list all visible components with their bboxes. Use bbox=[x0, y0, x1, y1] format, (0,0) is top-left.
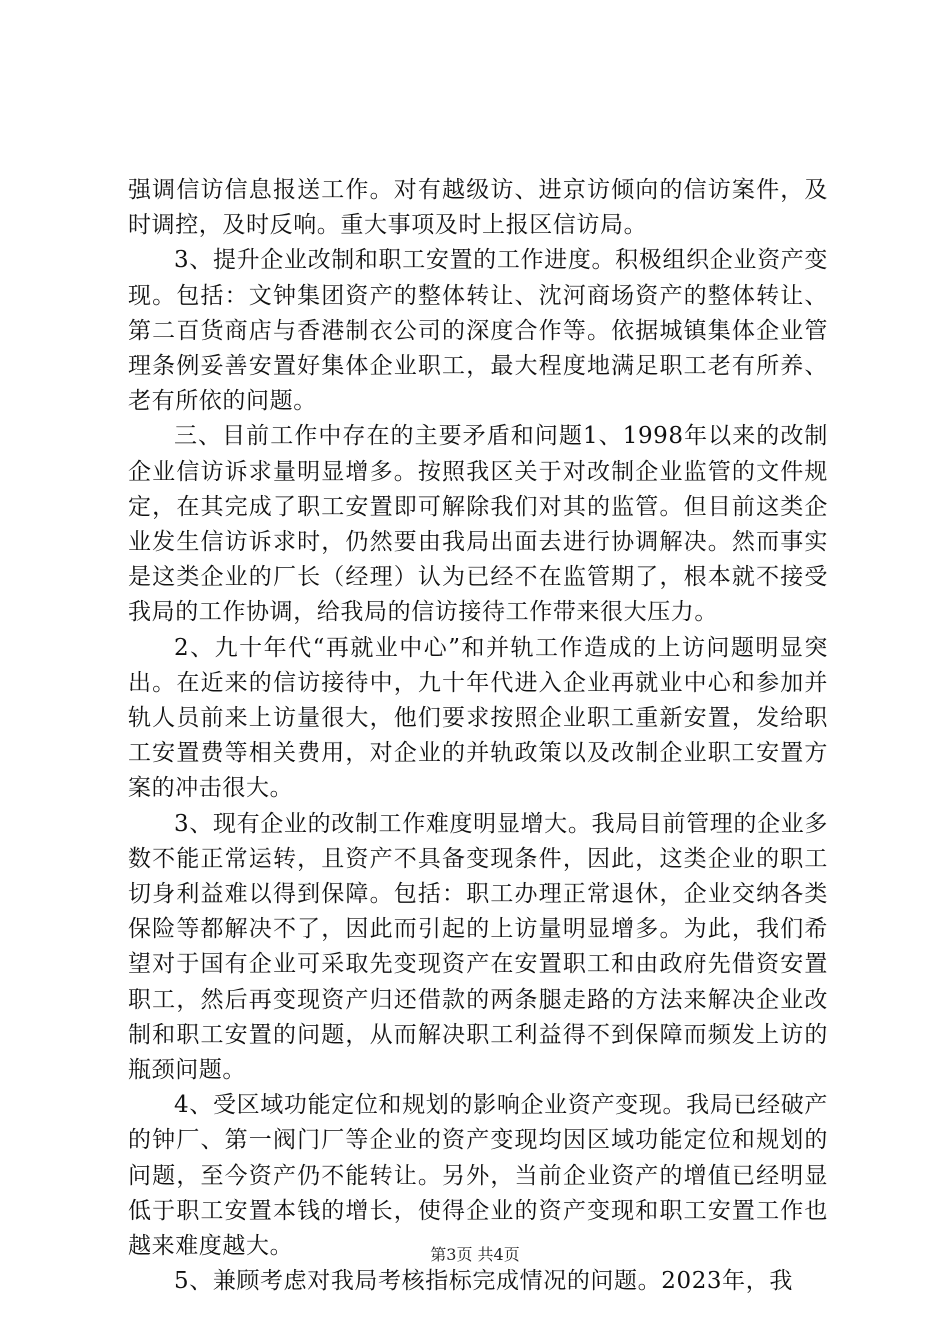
document-body bbox=[128, 173, 828, 1300]
page-number-footer: 第3页 共4页 bbox=[430, 1245, 520, 1264]
paragraph-reemployment-center: 2、九十年代“再就业中心”和并轨工作造成的上访问题明显突出。在近来的信访接待中，九十年代进入企业再就业中心和参加并轨人员前来上访量很大，他们要求按照企业职工重新安置，发给职工安置费等相关费用，对企业的并轨政策以及改制企业职工安置方案的冲击很大。 bbox=[128, 634, 828, 802]
paragraph-petition-report: 强调信访信息报送工作。对有越级访、进京访倾向的信访案件，及时调控，及时反响。重大事项及时上报区信访局。 bbox=[128, 177, 828, 239]
paragraph-reform-difficulty: 3、现有企业的改制工作难度明显增大。我局目前管理的企业多数不能正常运转，且资产不具备变现条件，因此，这类企业的职工切身利益难以得到保障。包括：职工办理正常退休，企业交纳各类保险等都解决不了，因此而引起的上访量明显增多。为此，我们希望对于国有企业可采取先变现资产在安置职工和由政府先借资安置职工，然后再变现资产归还借款的两条腿走路的方法来解决企业改制和职工安置的问题，从而解决职工利益得不到保障而频发上访的瓶颈问题。 bbox=[128, 810, 828, 1084]
paragraph-enterprise-reform-progress: 3、提升企业改制和职工安置的工作进度。积极组织企业资产变现。包括：文钟集团资产的整体转让、沈河商场资产的整体转让、第二百货商店与香港制衣公司的深度合作等。依据城镇集体企业管理条例妥善安置好集体企业职工，最大程度地满足职工老有所养、老有所依的问题。 bbox=[128, 247, 828, 415]
paragraph-main-problems: 三、目前工作中存在的主要矛盾和问题1、1998年以来的改制企业信访诉求量明显增多。按照我区关于对改制企业监管的文件规定，在其完成了职工安置即可解除我们对其的监管。但目前这类企业发生信访诉求时，仍然要由我局出面去进行协调解决。然而事实是这类企业的厂长（经理）认为已经不在监管期了，根本就不接受我局的工作协调，给我局的信访接待工作带来很大压力。 bbox=[128, 423, 828, 626]
paragraph-assessment-indicators: 5、兼顾考虑对我局考核指标完成情况的问题。2023年，我 bbox=[174, 1268, 793, 1295]
paragraph-regional-planning: 4、受区域功能定位和规划的影响企业资产变现。我局已经破产的钟厂、第一阀门厂等企业的资产变现均因区域功能定位和规划的问题，至今资产仍不能转让。另外，当前企业资产的增值已经明显低于职工安置本钱的增长，使得企业的资产变现和职工安置工作也越来难度越大。 bbox=[128, 1092, 828, 1260]
